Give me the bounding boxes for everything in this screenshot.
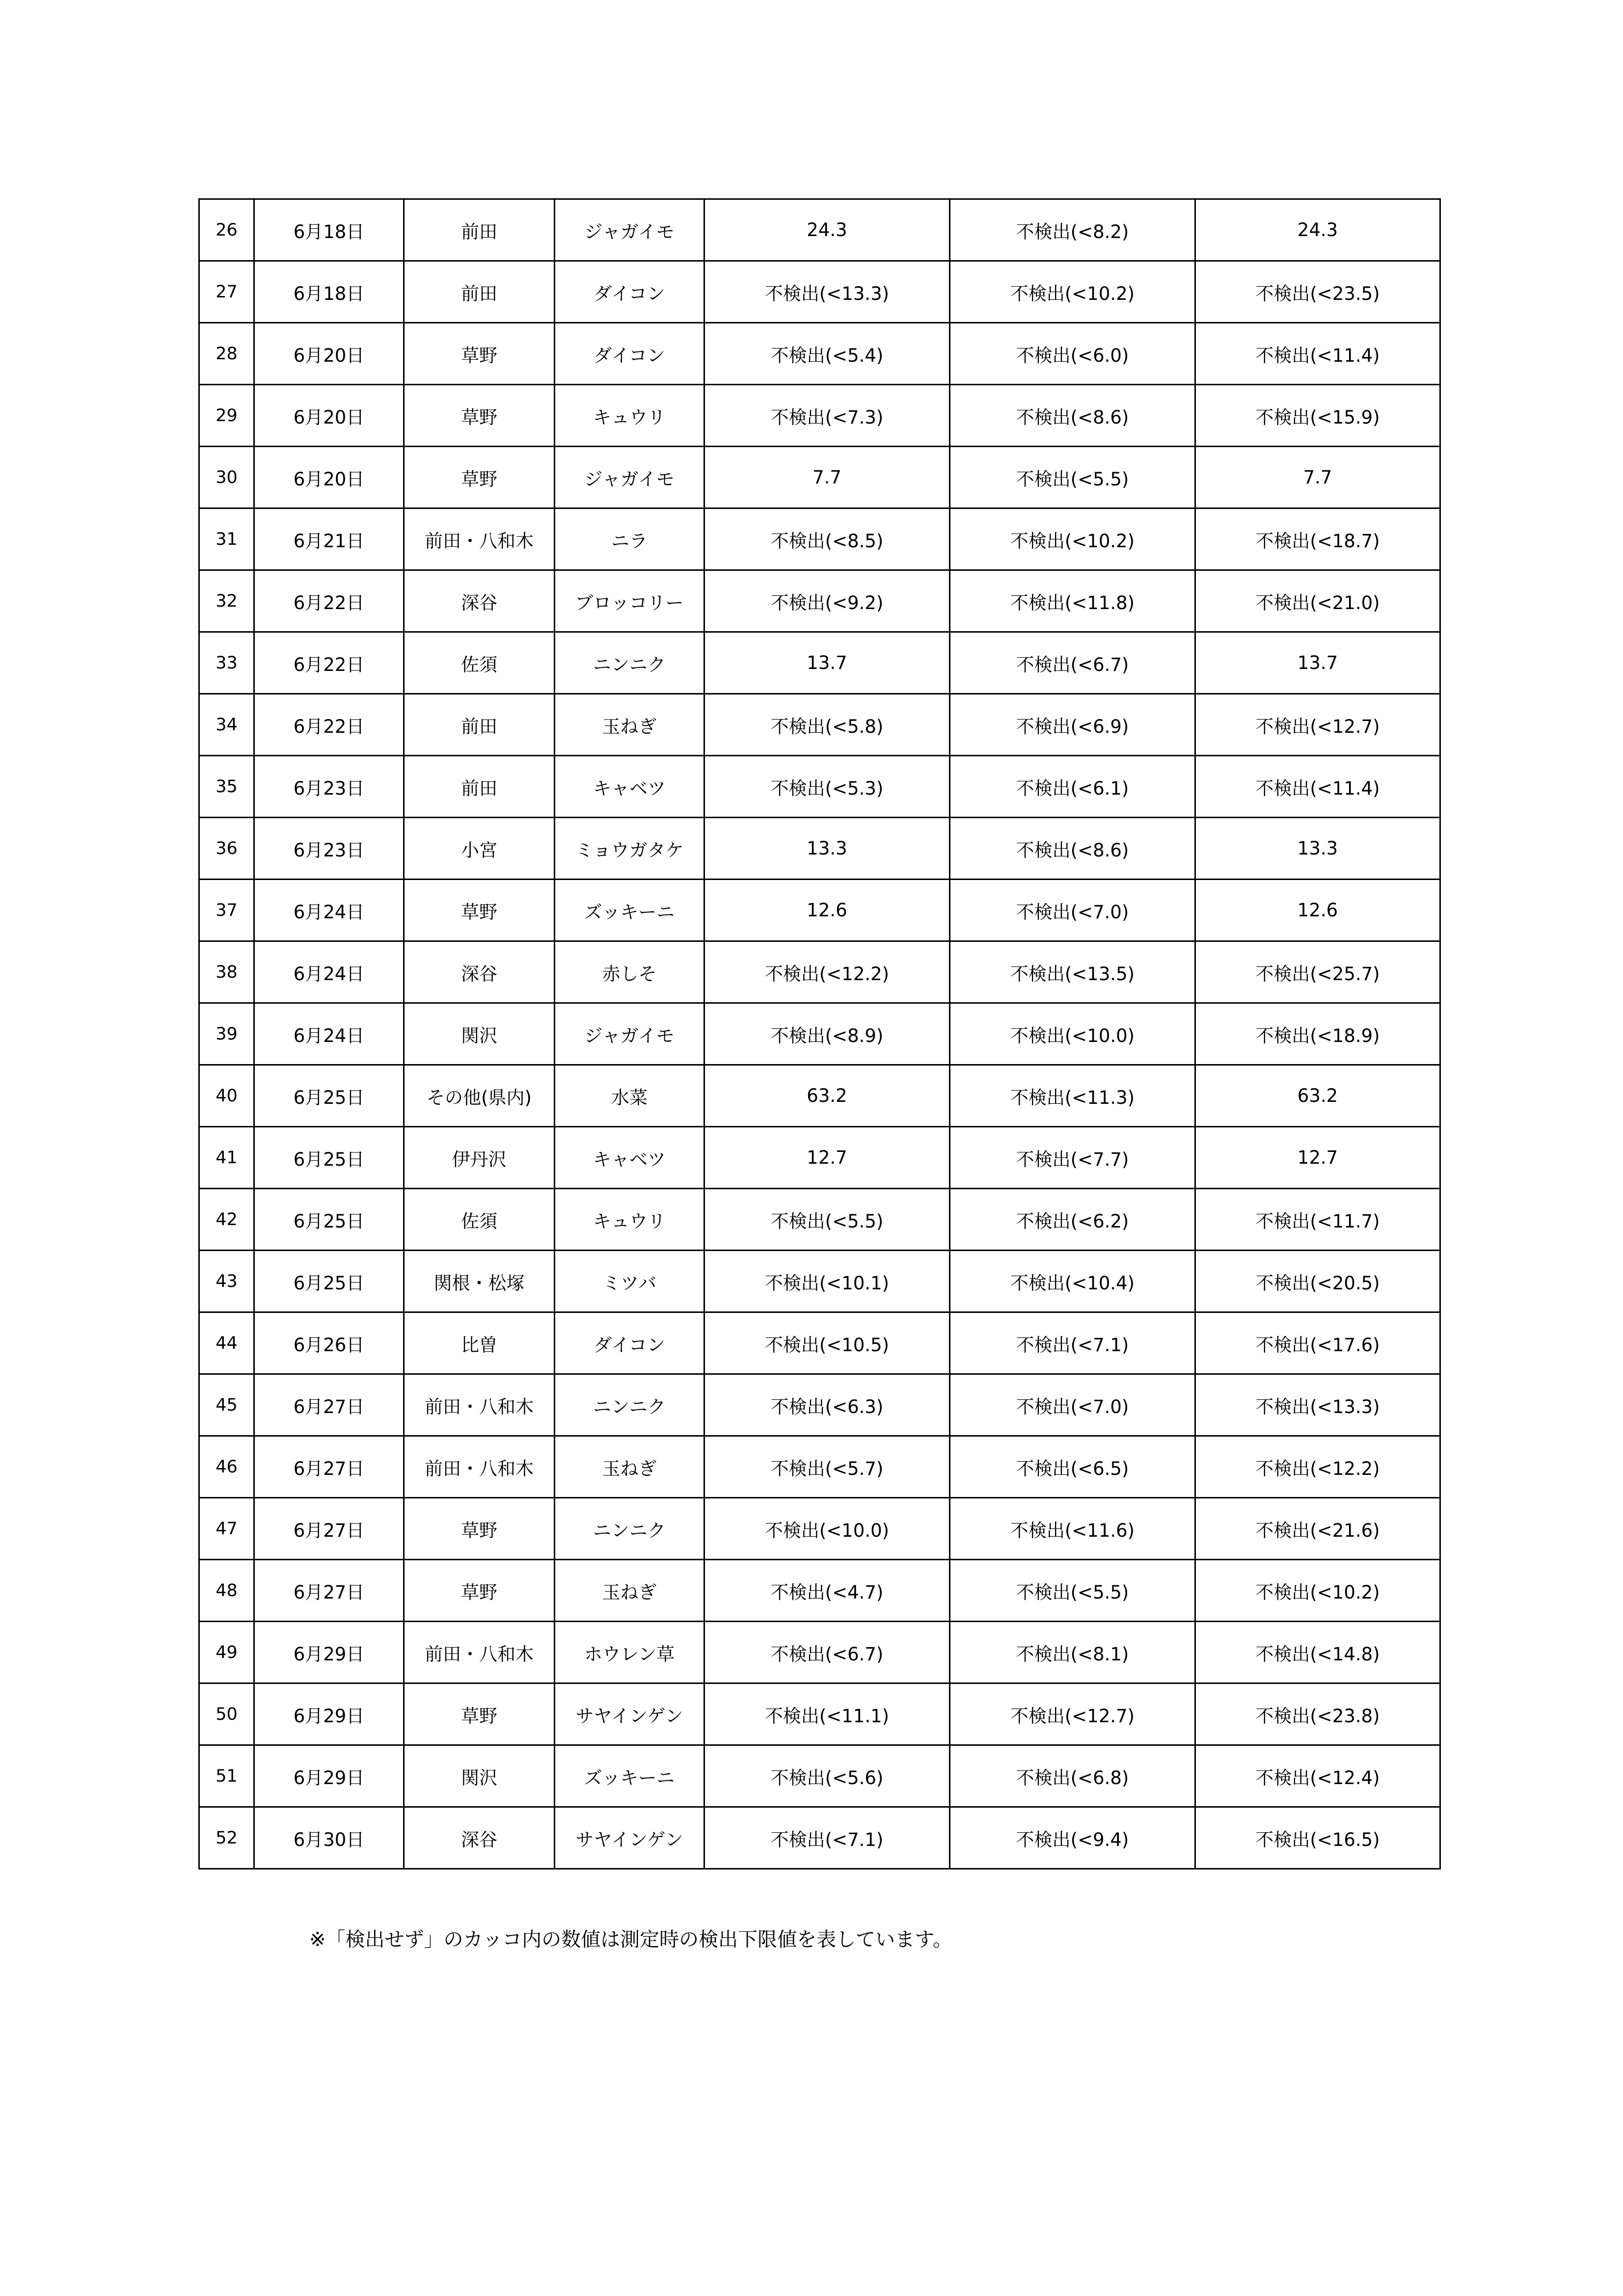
value-cell-1: 不検出(<12.2) [704,941,950,1003]
date-cell: 6月25日 [254,1189,404,1251]
location-cell: 前田・八和木 [404,1374,555,1436]
value-cell-3: 不検出(<15.9) [1195,385,1440,447]
item-cell: ニンニク [555,1498,704,1560]
item-cell: キャベツ [555,1127,704,1189]
row-number-cell: 52 [199,1807,254,1869]
row-number-cell: 42 [199,1189,254,1251]
item-cell: ニラ [555,508,704,570]
table-row [199,447,1440,508]
table-row [199,756,1440,818]
value-cell-3: 7.7 [1195,447,1440,508]
row-number-cell: 40 [199,1065,254,1127]
value-cell-2: 不検出(<11.8) [950,570,1195,632]
value-cell-1: 63.2 [704,1065,950,1127]
value-cell-1: 13.3 [704,818,950,880]
value-cell-1: 7.7 [704,447,950,508]
date-cell: 6月18日 [254,261,404,323]
value-cell-2: 不検出(<12.7) [950,1683,1195,1745]
table-row [199,508,1440,570]
value-cell-2: 不検出(<8.6) [950,818,1195,880]
value-cell-1: 不検出(<5.7) [704,1436,950,1498]
location-cell: 比曽 [404,1312,555,1374]
row-number-cell: 33 [199,632,254,694]
table-row [199,261,1440,323]
date-cell: 6月20日 [254,323,404,385]
value-cell-3: 不検出(<23.5) [1195,261,1440,323]
location-cell: 深谷 [404,1807,555,1869]
value-cell-3: 不検出(<10.2) [1195,1560,1440,1622]
value-cell-1: 不検出(<9.2) [704,570,950,632]
row-number-cell: 39 [199,1003,254,1065]
row-number-cell: 45 [199,1374,254,1436]
row-number-cell: 26 [199,199,254,261]
results-table [198,198,1441,1869]
item-cell: キュウリ [555,1189,704,1251]
value-cell-3: 63.2 [1195,1065,1440,1127]
date-cell: 6月25日 [254,1251,404,1312]
value-cell-1: 不検出(<10.0) [704,1498,950,1560]
item-cell: ミツバ [555,1251,704,1312]
date-cell: 6月18日 [254,199,404,261]
item-cell: ズッキーニ [555,1745,704,1807]
value-cell-2: 不検出(<11.3) [950,1065,1195,1127]
row-number-cell: 32 [199,570,254,632]
location-cell: 草野 [404,447,555,508]
date-cell: 6月29日 [254,1622,404,1683]
row-number-cell: 30 [199,447,254,508]
value-cell-1: 不検出(<11.1) [704,1683,950,1745]
value-cell-3: 不検出(<12.7) [1195,694,1440,756]
value-cell-3: 不検出(<12.4) [1195,1745,1440,1807]
row-number-cell: 34 [199,694,254,756]
location-cell: 草野 [404,1498,555,1560]
item-cell: ホウレン草 [555,1622,704,1683]
table-row [199,880,1440,941]
value-cell-2: 不検出(<6.0) [950,323,1195,385]
value-cell-3: 不検出(<11.4) [1195,756,1440,818]
item-cell: ジャガイモ [555,1003,704,1065]
value-cell-3: 24.3 [1195,199,1440,261]
value-cell-1: 不検出(<6.7) [704,1622,950,1683]
value-cell-2: 不検出(<7.7) [950,1127,1195,1189]
row-number-cell: 47 [199,1498,254,1560]
table-row [199,1127,1440,1189]
location-cell: 関沢 [404,1003,555,1065]
row-number-cell: 51 [199,1745,254,1807]
item-cell: 赤しそ [555,941,704,1003]
value-cell-2: 不検出(<10.2) [950,508,1195,570]
item-cell: ズッキーニ [555,880,704,941]
date-cell: 6月23日 [254,756,404,818]
value-cell-1: 不検出(<7.1) [704,1807,950,1869]
table-row [199,1622,1440,1683]
item-cell: ジャガイモ [555,447,704,508]
item-cell: サヤインゲン [555,1807,704,1869]
table-row [199,199,1440,261]
location-cell: 深谷 [404,941,555,1003]
value-cell-3: 不検出(<20.5) [1195,1251,1440,1312]
location-cell: 関沢 [404,1745,555,1807]
item-cell: キュウリ [555,385,704,447]
table-row [199,941,1440,1003]
value-cell-3: 不検出(<12.2) [1195,1436,1440,1498]
value-cell-1: 不検出(<13.3) [704,261,950,323]
item-cell: ダイコン [555,323,704,385]
value-cell-1: 12.6 [704,880,950,941]
value-cell-1: 不検出(<4.7) [704,1560,950,1622]
results-table-body [199,199,1440,1869]
row-number-cell: 50 [199,1683,254,1745]
value-cell-2: 不検出(<6.8) [950,1745,1195,1807]
location-cell: 前田・八和木 [404,1436,555,1498]
value-cell-2: 不検出(<10.0) [950,1003,1195,1065]
value-cell-2: 不検出(<13.5) [950,941,1195,1003]
date-cell: 6月24日 [254,941,404,1003]
value-cell-3: 12.7 [1195,1127,1440,1189]
row-number-cell: 28 [199,323,254,385]
value-cell-3: 不検出(<11.7) [1195,1189,1440,1251]
location-cell: 前田・八和木 [404,1622,555,1683]
item-cell: サヤインゲン [555,1683,704,1745]
value-cell-3: 12.6 [1195,880,1440,941]
date-cell: 6月25日 [254,1127,404,1189]
value-cell-3: 13.3 [1195,818,1440,880]
location-cell: 草野 [404,1683,555,1745]
location-cell: 草野 [404,1560,555,1622]
value-cell-3: 不検出(<11.4) [1195,323,1440,385]
table-row [199,1003,1440,1065]
date-cell: 6月21日 [254,508,404,570]
date-cell: 6月26日 [254,1312,404,1374]
location-cell: 前田 [404,694,555,756]
row-number-cell: 38 [199,941,254,1003]
item-cell: ダイコン [555,261,704,323]
value-cell-1: 不検出(<7.3) [704,385,950,447]
value-cell-3: 不検出(<21.6) [1195,1498,1440,1560]
location-cell: 深谷 [404,570,555,632]
row-number-cell: 31 [199,508,254,570]
value-cell-1: 13.7 [704,632,950,694]
value-cell-2: 不検出(<6.7) [950,632,1195,694]
table-row [199,694,1440,756]
date-cell: 6月24日 [254,1003,404,1065]
item-cell: ブロッコリー [555,570,704,632]
value-cell-2: 不検出(<6.1) [950,756,1195,818]
table-row [199,1498,1440,1560]
table-row [199,1374,1440,1436]
table-row [199,1312,1440,1374]
location-cell: 草野 [404,880,555,941]
value-cell-1: 不検出(<5.8) [704,694,950,756]
value-cell-3: 不検出(<25.7) [1195,941,1440,1003]
date-cell: 6月27日 [254,1374,404,1436]
row-number-cell: 37 [199,880,254,941]
value-cell-2: 不検出(<6.5) [950,1436,1195,1498]
item-cell: 玉ねぎ [555,694,704,756]
value-cell-1: 不検出(<5.3) [704,756,950,818]
location-cell: 関根・松塚 [404,1251,555,1312]
item-cell: ダイコン [555,1312,704,1374]
table-row [199,1189,1440,1251]
value-cell-1: 不検出(<8.5) [704,508,950,570]
value-cell-2: 不検出(<10.2) [950,261,1195,323]
value-cell-3: 不検出(<21.0) [1195,570,1440,632]
table-row [199,1251,1440,1312]
value-cell-2: 不検出(<6.9) [950,694,1195,756]
location-cell: 前田・八和木 [404,508,555,570]
location-cell: 伊丹沢 [404,1127,555,1189]
date-cell: 6月20日 [254,385,404,447]
value-cell-3: 不検出(<13.3) [1195,1374,1440,1436]
location-cell: その他(県内) [404,1065,555,1127]
location-cell: 佐須 [404,1189,555,1251]
value-cell-3: 不検出(<18.7) [1195,508,1440,570]
item-cell: 玉ねぎ [555,1436,704,1498]
date-cell: 6月27日 [254,1436,404,1498]
value-cell-1: 不検出(<5.4) [704,323,950,385]
date-cell: 6月30日 [254,1807,404,1869]
value-cell-2: 不検出(<8.6) [950,385,1195,447]
date-cell: 6月27日 [254,1498,404,1560]
location-cell: 草野 [404,323,555,385]
table-row [199,385,1440,447]
row-number-cell: 35 [199,756,254,818]
value-cell-1: 24.3 [704,199,950,261]
row-number-cell: 43 [199,1251,254,1312]
value-cell-2: 不検出(<6.2) [950,1189,1195,1251]
table-row [199,1807,1440,1869]
date-cell: 6月22日 [254,632,404,694]
value-cell-1: 不検出(<5.6) [704,1745,950,1807]
table-row [199,818,1440,880]
value-cell-1: 不検出(<10.5) [704,1312,950,1374]
footnote: ※「検出せず」のカッコ内の数値は測定時の検出下限値を表しています。 [309,1928,952,1951]
row-number-cell: 41 [199,1127,254,1189]
table-row [199,1560,1440,1622]
date-cell: 6月20日 [254,447,404,508]
item-cell: ニンニク [555,632,704,694]
date-cell: 6月23日 [254,818,404,880]
date-cell: 6月29日 [254,1683,404,1745]
value-cell-3: 不検出(<14.8) [1195,1622,1440,1683]
item-cell: キャベツ [555,756,704,818]
item-cell: ニンニク [555,1374,704,1436]
value-cell-2: 不検出(<5.5) [950,1560,1195,1622]
value-cell-1: 不検出(<8.9) [704,1003,950,1065]
table-row [199,1436,1440,1498]
table-row [199,570,1440,632]
value-cell-2: 不検出(<7.1) [950,1312,1195,1374]
row-number-cell: 48 [199,1560,254,1622]
table-row [199,1065,1440,1127]
value-cell-2: 不検出(<8.1) [950,1622,1195,1683]
location-cell: 前田 [404,261,555,323]
value-cell-3: 不検出(<23.8) [1195,1683,1440,1745]
date-cell: 6月27日 [254,1560,404,1622]
row-number-cell: 27 [199,261,254,323]
value-cell-2: 不検出(<5.5) [950,447,1195,508]
date-cell: 6月25日 [254,1065,404,1127]
row-number-cell: 44 [199,1312,254,1374]
value-cell-2: 不検出(<9.4) [950,1807,1195,1869]
date-cell: 6月24日 [254,880,404,941]
row-number-cell: 46 [199,1436,254,1498]
table-row [199,1683,1440,1745]
value-cell-3: 不検出(<18.9) [1195,1003,1440,1065]
location-cell: 佐須 [404,632,555,694]
row-number-cell: 29 [199,385,254,447]
table-row [199,323,1440,385]
value-cell-1: 12.7 [704,1127,950,1189]
location-cell: 小宮 [404,818,555,880]
table-row [199,1745,1440,1807]
value-cell-1: 不検出(<6.3) [704,1374,950,1436]
value-cell-3: 13.7 [1195,632,1440,694]
location-cell: 前田 [404,199,555,261]
date-cell: 6月29日 [254,1745,404,1807]
row-number-cell: 36 [199,818,254,880]
item-cell: 玉ねぎ [555,1560,704,1622]
value-cell-2: 不検出(<7.0) [950,880,1195,941]
table-row [199,632,1440,694]
row-number-cell: 49 [199,1622,254,1683]
value-cell-3: 不検出(<17.6) [1195,1312,1440,1374]
value-cell-2: 不検出(<11.6) [950,1498,1195,1560]
value-cell-2: 不検出(<8.2) [950,199,1195,261]
date-cell: 6月22日 [254,570,404,632]
date-cell: 6月22日 [254,694,404,756]
item-cell: ジャガイモ [555,199,704,261]
item-cell: ミョウガタケ [555,818,704,880]
value-cell-2: 不検出(<7.0) [950,1374,1195,1436]
item-cell: 水菜 [555,1065,704,1127]
value-cell-1: 不検出(<10.1) [704,1251,950,1312]
location-cell: 前田 [404,756,555,818]
value-cell-1: 不検出(<5.5) [704,1189,950,1251]
location-cell: 草野 [404,385,555,447]
value-cell-3: 不検出(<16.5) [1195,1807,1440,1869]
value-cell-2: 不検出(<10.4) [950,1251,1195,1312]
